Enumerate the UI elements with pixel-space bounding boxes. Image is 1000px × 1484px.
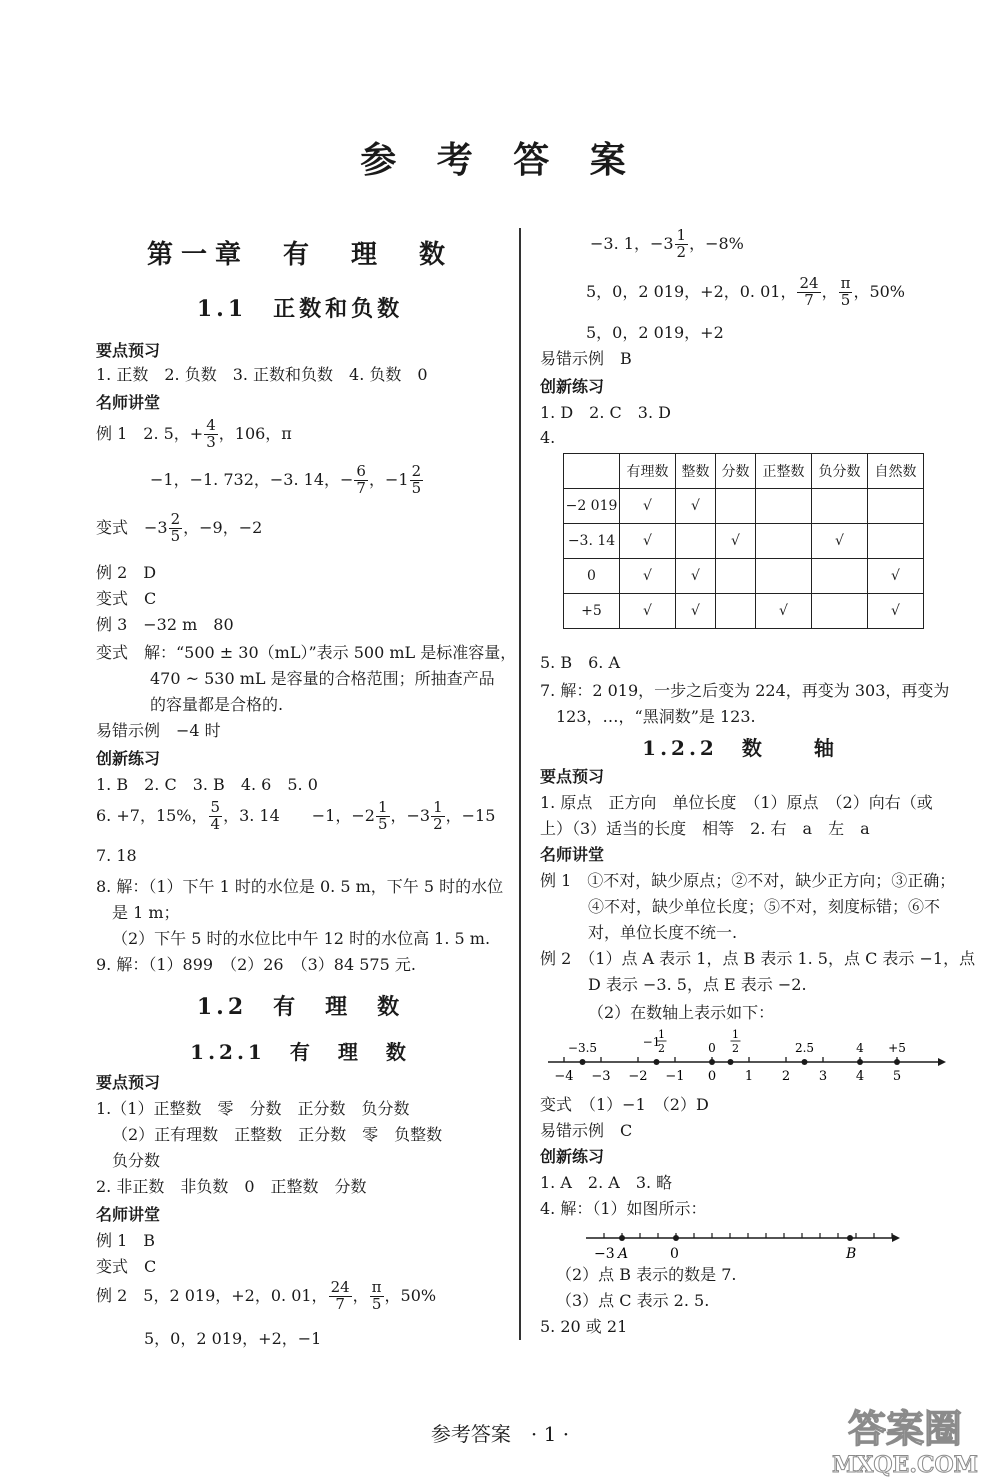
number-line-example-2 bbox=[540, 1022, 950, 1088]
point-label: +5 bbox=[888, 1041, 906, 1055]
table-header bbox=[564, 454, 620, 489]
common-mistake-line: 易错示例 B bbox=[540, 349, 632, 368]
arrow-icon bbox=[892, 1234, 900, 1242]
answer-line: （3）点 C 表示 2. 5. bbox=[556, 1291, 710, 1310]
heading-teacher-lecture: 名师讲堂 bbox=[540, 845, 605, 864]
answer-line: −3. 1，−3 $\frac{1}{2}$ ，−8% bbox=[590, 226, 744, 261]
table-header: 自然数 bbox=[868, 454, 924, 489]
point-label: 2.5 bbox=[794, 1041, 815, 1055]
point-dot bbox=[709, 1059, 715, 1065]
example-1-line-2: ④不对，缺少单位长度；⑤不对，刻度标错；⑥不 bbox=[588, 897, 941, 916]
example-2-line-2: 5，0，2 019，+2，−1 bbox=[144, 1329, 322, 1348]
column-divider bbox=[519, 228, 521, 1340]
answer-line: 7. 18 bbox=[96, 846, 137, 865]
tick-label: 4 bbox=[855, 1069, 865, 1084]
number-classification-table bbox=[563, 453, 924, 629]
example-2-line: 例 2 D bbox=[96, 563, 157, 582]
point-fraction-numerator: 1 bbox=[658, 1028, 665, 1041]
label-a: A bbox=[618, 1246, 629, 1262]
point-fraction-denominator: 2 bbox=[732, 1042, 739, 1055]
example-2-line-2: D 表示 −3. 5，点 E 表示 −2. bbox=[588, 975, 807, 994]
fraction: $\frac{24}{7}$ bbox=[799, 274, 819, 309]
answer-line: 4. 解：（1）如图所示： bbox=[540, 1199, 707, 1218]
fraction: $\frac{1}{5}$ bbox=[377, 798, 388, 833]
point-dot bbox=[728, 1059, 734, 1065]
tick-label: −2 bbox=[628, 1069, 648, 1084]
variant-line: 变式 C bbox=[96, 1257, 157, 1276]
table-cell: √ bbox=[812, 524, 868, 559]
table-cell: √ bbox=[620, 559, 676, 594]
table-cell: √ bbox=[868, 559, 924, 594]
point-a bbox=[619, 1235, 625, 1241]
table-row bbox=[564, 594, 924, 629]
heading-teacher-lecture: 名师讲堂 bbox=[96, 393, 161, 412]
table-cell: 0 bbox=[564, 559, 620, 594]
fraction: $\frac{6}{7}$ bbox=[356, 462, 366, 497]
answer-line: 5，0，2 019，+2，0. 01， $\frac{24}{7}$ ， $\frac{\pi}{5}$ ，50% bbox=[586, 274, 906, 309]
table-row bbox=[564, 489, 924, 524]
section-1-1-title: 1.1 正数和负数 bbox=[196, 296, 404, 322]
tick-label: 3 bbox=[818, 1069, 828, 1084]
chapter-title: 第一章 有 理 数 bbox=[146, 240, 453, 270]
section-1-2-1-title: 1.2.1 有 理 数 bbox=[190, 1040, 410, 1064]
answer-line: 1. A 2. A 3. 略 bbox=[540, 1173, 673, 1192]
answer-line: 4. bbox=[540, 428, 556, 447]
example-2-line-3: （2）在数轴上表示如下： bbox=[588, 1003, 775, 1022]
table-cell bbox=[812, 489, 868, 524]
table-header: 正整数 bbox=[756, 454, 812, 489]
table-cell: √ bbox=[620, 524, 676, 559]
fraction: $\frac{1}{2}$ bbox=[676, 226, 687, 261]
variant-2-line: 变式 C bbox=[96, 589, 157, 608]
answer-line: 2. 非正数 非负数 0 正整数 分数 bbox=[96, 1177, 367, 1196]
heading-innovation-practice: 创新练习 bbox=[540, 1147, 605, 1166]
heading-teacher-lecture: 名师讲堂 bbox=[96, 1205, 161, 1224]
answer-line: 上）（3）适当的长度 相等 2. 右 a 左 a bbox=[540, 819, 870, 838]
fraction: $\frac{24}{7}$ bbox=[330, 1278, 350, 1313]
point-dot bbox=[654, 1059, 660, 1065]
variant-3-line-2: 470 ~ 530 mL 是容量的合格范围；所抽查产品 bbox=[150, 669, 495, 688]
fraction: $\frac{4}{3}$ bbox=[206, 416, 216, 451]
table-cell bbox=[716, 489, 756, 524]
table-cell bbox=[716, 559, 756, 594]
answer-8-line-2: 是 1 m； bbox=[112, 903, 180, 922]
heading-innovation-practice: 创新练习 bbox=[96, 749, 161, 768]
example-1-line-1: 例 1 2. 5，+ $\frac{4}{3}$ ，106，π bbox=[96, 416, 292, 451]
example-1-line-2: −1，−1. 732，−3. 14，− $\frac{6}{7}$ ，−1 $\frac{2}{5}$ bbox=[150, 462, 422, 497]
arrow-icon bbox=[938, 1058, 946, 1066]
point-fraction-denominator: 2 bbox=[658, 1042, 665, 1055]
answer-8-line-1: 8. 解：（1）下午 1 时的水位是 0. 5 m，下午 5 时的水位 bbox=[96, 877, 504, 896]
table-row bbox=[564, 524, 924, 559]
tick-label: −4 bbox=[554, 1069, 574, 1084]
table-cell bbox=[812, 594, 868, 629]
example-2-line-1: 例 2 （1）点 A 表示 1，点 B 表示 1. 5，点 C 表示 −1，点 bbox=[540, 949, 976, 968]
point-label: 0 bbox=[708, 1041, 716, 1055]
table-cell: √ bbox=[756, 594, 812, 629]
variant-1-line: 变式 −3 $\frac{2}{5}$ ，−9，−2 bbox=[96, 510, 263, 545]
answer-line: 1. 正数 2. 负数 3. 正数和负数 4. 负数 0 bbox=[96, 365, 428, 384]
table-header: 整数 bbox=[676, 454, 716, 489]
variant-3-line-1: 变式 解：“500 ± 30（mL）”表示 500 mL 是标准容量， bbox=[96, 643, 517, 662]
heading-key-preview: 要点预习 bbox=[96, 341, 161, 360]
table-cell: −3. 14 bbox=[564, 524, 620, 559]
table-cell: √ bbox=[676, 594, 716, 629]
table-cell bbox=[676, 524, 716, 559]
point-dot bbox=[857, 1059, 863, 1065]
table-row bbox=[564, 559, 924, 594]
point-label: −1 bbox=[642, 1035, 661, 1049]
answer-7-line-2: 123，…，“黑洞数”是 123. bbox=[556, 707, 756, 726]
section-1-2-title: 1.2 有 理 数 bbox=[196, 994, 404, 1020]
table-cell: √ bbox=[676, 489, 716, 524]
tick-label-neg3: −3 bbox=[594, 1246, 615, 1262]
point-dot bbox=[802, 1059, 808, 1065]
table-header: 分数 bbox=[716, 454, 756, 489]
fraction: $\frac{\pi}{5}$ bbox=[371, 1278, 382, 1313]
answer-line: 1. 原点 正方向 单位长度 （1）原点 （2）向右（或 bbox=[540, 793, 933, 812]
answer-line: 1. D 2. C 3. D bbox=[540, 403, 671, 422]
example-1-line: 例 1 B bbox=[96, 1231, 156, 1250]
table-header-row bbox=[564, 454, 924, 489]
table-cell bbox=[868, 524, 924, 559]
table-cell: √ bbox=[676, 559, 716, 594]
table-header: 负分数 bbox=[812, 454, 868, 489]
answer-line: 5，0，2 019，+2 bbox=[586, 323, 724, 342]
watermark-text: 答案圈 bbox=[847, 1406, 963, 1451]
table-cell bbox=[812, 559, 868, 594]
table-cell: √ bbox=[868, 594, 924, 629]
answer-line: （2）点 B 表示的数是 7. bbox=[556, 1265, 737, 1284]
tick-label: 1 bbox=[744, 1069, 754, 1084]
section-1-2-2-title: 1.2.2 数 轴 bbox=[642, 736, 838, 760]
answer-line: 负分数 bbox=[112, 1151, 161, 1170]
label-zero: 0 bbox=[670, 1246, 679, 1262]
heading-innovation-practice: 创新练习 bbox=[540, 377, 605, 396]
table-cell bbox=[868, 489, 924, 524]
label-b: B bbox=[846, 1246, 857, 1262]
heading-key-preview: 要点预习 bbox=[96, 1073, 161, 1092]
page-title: 参 考 答 案 bbox=[360, 139, 640, 181]
example-1-line-3: 对，单位长度不统一. bbox=[588, 923, 738, 942]
fraction: $\frac{\pi}{5}$ bbox=[840, 274, 851, 309]
table-cell bbox=[756, 489, 812, 524]
tick-label: 0 bbox=[707, 1069, 717, 1084]
watermark-logo bbox=[820, 1400, 990, 1480]
table-cell bbox=[756, 524, 812, 559]
answer-line: 1.（1）正整数 零 分数 正分数 负分数 bbox=[96, 1099, 410, 1118]
fraction: $\frac{5}{4}$ bbox=[210, 798, 221, 833]
table-cell bbox=[756, 559, 812, 594]
table-cell: +5 bbox=[564, 594, 620, 629]
fraction: $\frac{2}{5}$ bbox=[170, 510, 181, 545]
example-1-line-1: 例 1 ①不对，缺少原点；②不对，缺少正方向；③正确； bbox=[540, 871, 956, 890]
tick-label: 2 bbox=[781, 1069, 791, 1084]
number-line-exercise-4 bbox=[580, 1224, 910, 1264]
answer-9-line: 9. 解：（1）899 （2）26 （3）84 575 元. bbox=[96, 955, 416, 974]
answer-7-line-1: 7. 解：2 019，一步之后变为 224，再变为 303，再变为 bbox=[540, 681, 950, 700]
table-cell bbox=[716, 594, 756, 629]
answer-line: （2）正有理数 正整数 正分数 零 负整数 bbox=[112, 1125, 443, 1144]
answer-6-line: 6. +7，15%， $\frac{5}{4}$ ，3. 14 −1，−2 $\frac{1}{5}$ ，−3 $\frac{1}{2}$ ，−15 bbox=[96, 798, 496, 833]
common-mistake-line: 易错示例 C bbox=[540, 1121, 633, 1140]
answer-8-line-3: （2）下午 5 时的水位比中午 12 时的水位高 1. 5 m. bbox=[112, 929, 491, 948]
variant-line: 变式 （1）−1 （2）D bbox=[540, 1095, 709, 1114]
example-3-line: 例 3 −32 m 80 bbox=[96, 615, 234, 634]
table-cell: √ bbox=[620, 594, 676, 629]
table-header: 有理数 bbox=[620, 454, 676, 489]
point-dot bbox=[894, 1059, 900, 1065]
answer-line: 1. B 2. C 3. B 4. 6 5. 0 bbox=[96, 775, 318, 794]
example-2-line-1: 例 2 5，2 019，+2，0. 01， $\frac{24}{7}$ ， $\frac{\pi}{5}$ ，50% bbox=[96, 1278, 437, 1313]
point-label: 4 bbox=[856, 1041, 864, 1055]
point-dot bbox=[580, 1059, 586, 1065]
page-footer: 参考答案 · 1 · bbox=[430, 1422, 570, 1446]
fraction: $\frac{2}{5}$ bbox=[411, 462, 422, 497]
table-cell: √ bbox=[620, 489, 676, 524]
fraction: $\frac{1}{2}$ bbox=[433, 798, 443, 833]
table-cell: −2 019 bbox=[564, 489, 620, 524]
tick-label: 5 bbox=[892, 1069, 902, 1084]
answer-line: 5. 20 或 21 bbox=[540, 1317, 628, 1336]
tick-label: −1 bbox=[665, 1069, 685, 1084]
answer-line: 5. B 6. A bbox=[540, 653, 621, 672]
tick-label: −3 bbox=[591, 1069, 611, 1084]
variant-3-line-3: 的容量都是合格的. bbox=[150, 695, 284, 714]
heading-key-preview: 要点预习 bbox=[540, 767, 605, 786]
point-origin bbox=[673, 1235, 679, 1241]
table-cell: √ bbox=[716, 524, 756, 559]
point-fraction-numerator: 1 bbox=[732, 1028, 739, 1041]
point-b bbox=[847, 1235, 853, 1241]
point-label: −3.5 bbox=[567, 1041, 598, 1055]
watermark-url: MXQE.COM bbox=[831, 1452, 979, 1478]
common-mistake-line: 易错示例 −4 时 bbox=[96, 721, 221, 740]
